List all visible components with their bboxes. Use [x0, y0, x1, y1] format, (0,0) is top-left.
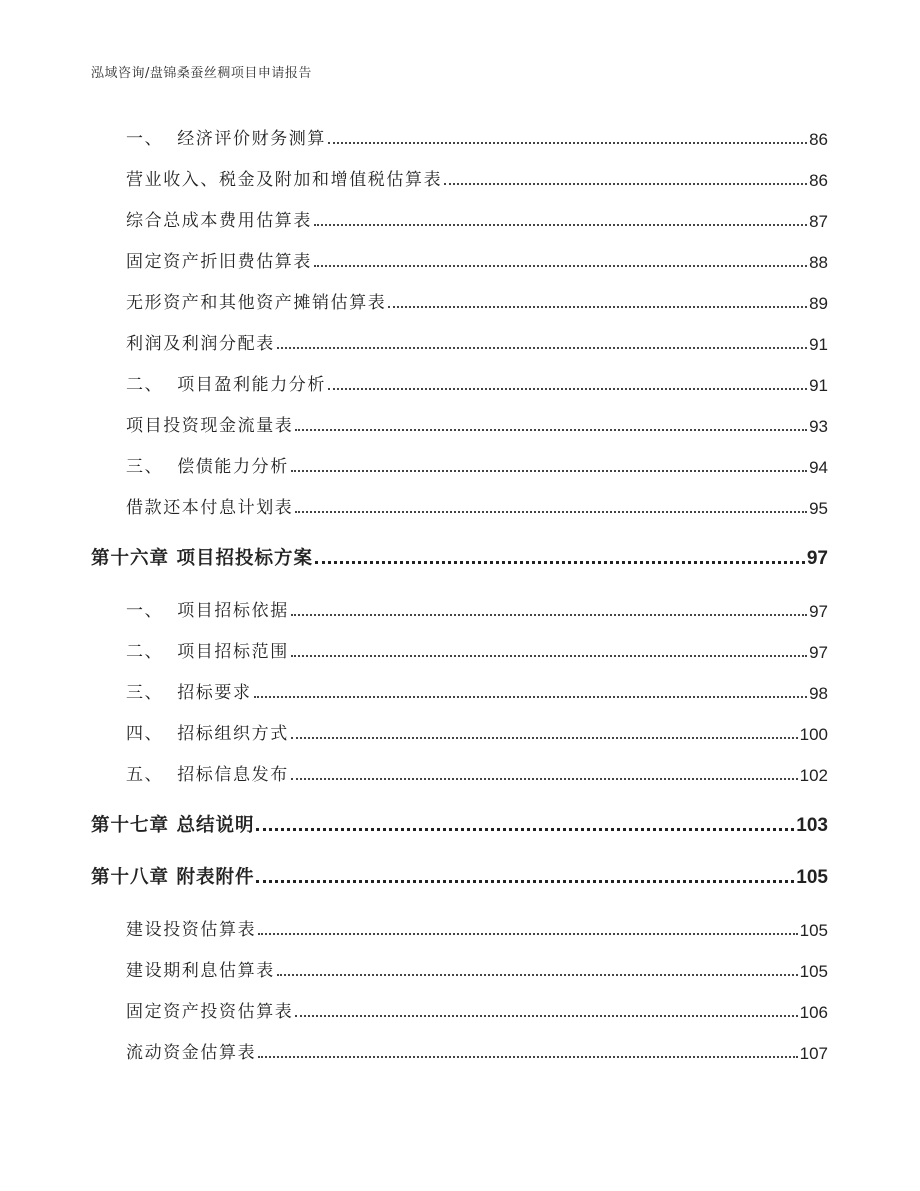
toc-entry-label — [126, 418, 293, 435]
toc-entry-label — [126, 131, 326, 148]
toc-leader-dots — [254, 696, 807, 698]
toc-leader-dots — [295, 1015, 797, 1017]
toc-page-number: 107 — [799, 1044, 828, 1063]
toc-entry-title: 项目招标范围 — [177, 642, 289, 662]
toc-page-number: 86 — [809, 171, 828, 190]
toc-entry-label — [126, 685, 252, 702]
toc-entry[interactable] — [126, 202, 828, 230]
toc-entry[interactable] — [126, 1034, 828, 1062]
toc-entry-number: 一、 — [126, 601, 164, 621]
toc-entry[interactable] — [126, 325, 828, 353]
toc-entry-label — [126, 922, 256, 939]
toc-entry[interactable] — [126, 592, 828, 620]
toc-leader-dots — [258, 1056, 797, 1058]
toc-page-number: 103 — [796, 815, 828, 836]
toc-entry[interactable] — [126, 448, 828, 476]
toc-leader-dots — [295, 429, 807, 431]
toc-entry-label — [126, 213, 312, 230]
toc-page-number: 94 — [809, 458, 828, 477]
toc-entry-title: 建设投资估算表 — [126, 920, 257, 940]
toc-entry[interactable] — [126, 715, 828, 743]
toc-page-number: 87 — [809, 212, 828, 231]
toc-chapter-entry[interactable] — [91, 807, 828, 835]
toc-entry-number: 五、 — [126, 765, 164, 785]
toc-entry-label — [126, 1004, 293, 1021]
toc-entry-label — [126, 963, 275, 980]
toc-entry[interactable] — [126, 120, 828, 148]
toc-leader-dots — [388, 306, 807, 308]
toc-entry-title: 经济评价财务测算 — [177, 129, 327, 149]
toc-entry[interactable] — [126, 366, 828, 394]
toc-page-number: 88 — [809, 253, 828, 272]
toc-leader-dots — [277, 974, 798, 976]
toc-entry-title: 利润及利润分配表 — [126, 334, 275, 354]
toc-page-number: 93 — [809, 417, 828, 436]
toc-entry-label — [126, 172, 442, 189]
toc-page-number: 105 — [799, 962, 828, 981]
toc-entry-title: 营业收入、税金及附加和增值税估算表 — [126, 170, 443, 190]
toc-entry-label — [126, 377, 326, 394]
toc-entry-title: 借款还本付息计划表 — [126, 498, 294, 518]
toc-entry-label — [126, 336, 275, 353]
toc-page-number: 98 — [809, 684, 828, 703]
toc-entry-title: 流动资金估算表 — [126, 1043, 257, 1063]
toc-chapter-entry[interactable] — [91, 859, 828, 887]
toc-entry[interactable] — [126, 756, 828, 784]
toc-entry-title: 偿债能力分析 — [177, 457, 289, 477]
toc-page-number: 86 — [809, 130, 828, 149]
toc-entry-number: 三、 — [126, 457, 164, 477]
toc-chapter-title: 第十六章 项目招投标方案 — [91, 547, 313, 569]
toc-leader-dots — [315, 561, 805, 564]
toc-leader-dots — [444, 183, 807, 185]
toc-entry-title: 建设期利息估算表 — [126, 961, 275, 981]
toc-entry[interactable] — [126, 407, 828, 435]
toc-entry-label — [126, 603, 289, 620]
toc-leader-dots — [291, 614, 807, 616]
toc-page-number: 91 — [809, 335, 828, 354]
toc-entry-number: 一、 — [126, 129, 164, 149]
toc-leader-dots — [291, 655, 807, 657]
toc-entry-title: 招标要求 — [177, 683, 252, 703]
toc-page-number: 97 — [809, 643, 828, 662]
toc-entry-title: 项目投资现金流量表 — [126, 416, 294, 436]
toc-entry-title: 无形资产和其他资产摊销估算表 — [126, 293, 387, 313]
toc-page-number: 106 — [799, 1003, 828, 1022]
toc-entry[interactable] — [126, 633, 828, 661]
toc-entry-title: 招标信息发布 — [177, 765, 289, 785]
toc-entry[interactable] — [126, 911, 828, 939]
toc-entry-title: 综合总成本费用估算表 — [126, 211, 312, 231]
toc-leader-dots — [291, 470, 807, 472]
toc-entry-label — [126, 500, 293, 517]
toc-entry-number: 四、 — [126, 724, 164, 744]
toc-leader-dots — [258, 933, 797, 935]
toc-page-number: 105 — [799, 921, 828, 940]
toc-entry-label — [126, 767, 289, 784]
toc-leader-dots — [277, 347, 807, 349]
toc-leader-dots — [291, 778, 798, 780]
toc-entry[interactable] — [126, 284, 828, 312]
toc-entry[interactable] — [126, 243, 828, 271]
toc-leader-dots — [256, 828, 794, 831]
toc-leader-dots — [328, 142, 807, 144]
toc-entry-title: 固定资产投资估算表 — [126, 1002, 294, 1022]
toc-page-number: 100 — [799, 725, 828, 744]
toc-entry-number: 三、 — [126, 683, 164, 703]
toc-leader-dots — [314, 224, 807, 226]
toc-entry[interactable] — [126, 674, 828, 702]
toc-chapter-title: 第十七章 总结说明 — [91, 814, 255, 836]
toc-entry-label — [126, 726, 289, 743]
toc-entry-title: 固定资产折旧费估算表 — [126, 252, 312, 272]
toc-page-number: 91 — [809, 376, 828, 395]
toc-entry-label — [126, 459, 289, 476]
toc-page-number: 97 — [809, 602, 828, 621]
toc-entry[interactable] — [126, 993, 828, 1021]
toc-entry[interactable] — [126, 952, 828, 980]
toc-page-number: 95 — [809, 499, 828, 518]
toc-entry-title: 招标组织方式 — [177, 724, 289, 744]
toc-entry[interactable] — [126, 489, 828, 517]
toc-entry-title: 项目招标依据 — [177, 601, 289, 621]
toc-chapter-title: 第十八章 附表附件 — [91, 866, 255, 888]
toc-page-number: 102 — [799, 766, 828, 785]
page-header: 泓域咨询/盘锦桑蚕丝稠项目申请报告 — [91, 66, 312, 81]
toc-entry-number: 二、 — [126, 642, 164, 662]
toc-entry-label — [126, 1045, 256, 1062]
toc-entry-label — [126, 254, 312, 271]
toc-entry-label — [126, 644, 289, 661]
toc-page-number: 105 — [796, 867, 828, 888]
toc-entry-number: 二、 — [126, 375, 164, 395]
toc-leader-dots — [328, 388, 807, 390]
toc-leader-dots — [256, 880, 794, 883]
toc-entry-label — [126, 295, 386, 312]
toc-entry-title: 项目盈利能力分析 — [177, 375, 327, 395]
toc-page-number: 89 — [809, 294, 828, 313]
toc-chapter-entry[interactable] — [91, 540, 828, 568]
toc-page-number: 97 — [806, 548, 828, 569]
toc-leader-dots — [295, 511, 807, 513]
toc-leader-dots — [291, 737, 798, 739]
toc-leader-dots — [314, 265, 807, 267]
toc-entry[interactable] — [126, 161, 828, 189]
